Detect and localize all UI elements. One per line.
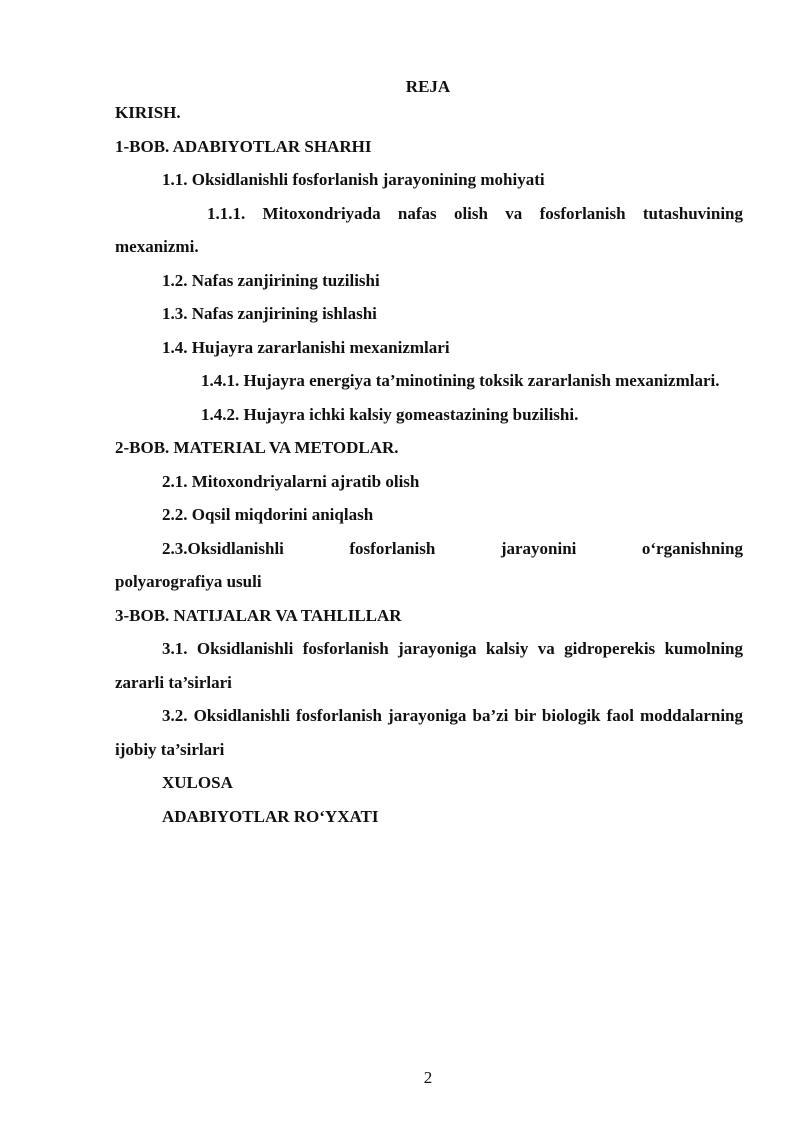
toc-item-3-1: 3.1. Oksidlanishli fosforlanish jarayoniga kalsiy va gidroperekis kumolning zararli ta’sirlari <box>115 639 743 692</box>
table-of-contents <box>115 96 743 833</box>
toc-chapter-1: 1-BOB. ADABIYOTLAR SHARHI <box>115 136 372 156</box>
toc-item-1-1-1: 1.1.1. Mitoxondriyada nafas olish va fosforlanish tutashuvining mexanizmi. <box>115 203 743 256</box>
toc-item-adabiyotlar: ADABIYOTLAR RO‘YXATI <box>162 806 379 826</box>
toc-item-1-2: 1.2. Nafas zanjirining tuzilishi <box>162 270 380 290</box>
toc-item-1-4-1: 1.4.1. Hujayra energiya ta’minotining toksik zararlanish mexanizmlari. <box>201 371 720 390</box>
toc-item-kirish: KIRISH. <box>115 103 181 122</box>
toc-item-2-3-line1 <box>115 532 743 566</box>
toc-item-3-2: 3.2. Oksidlanishli fosforlanish jarayoniga ba’zi bir biologik faol moddalarning ijobiy ta’sirlari <box>115 706 743 759</box>
toc-item-1-4-2: 1.4.2. Hujayra ichki kalsiy gomeastazining buzilishi. <box>201 404 579 424</box>
toc-chapter-3: 3-BOB. NATIJALAR VA TAHLILLAR <box>115 605 402 625</box>
toc-item-2-3-word: 2.3.Oksidlanishli <box>162 538 284 558</box>
toc-item-1-3: 1.3. Nafas zanjirining ishlashi <box>162 304 377 323</box>
toc-item-2-1: 2.1. Mitoxondriyalarni ajratib olish <box>162 471 420 491</box>
toc-item-2-3-line2: polyarografiya usuli <box>115 572 262 591</box>
toc-chapter-2: 2-BOB. MATERIAL VA METODLAR. <box>115 438 399 457</box>
toc-item-1-4: 1.4. Hujayra zararlanishi mexanizmlari <box>162 337 450 357</box>
toc-item-xulosa: XULOSA <box>162 773 233 792</box>
toc-item-2-2: 2.2. Oqsil miqdorini aniqlash <box>162 505 374 524</box>
toc-item-2-3-word: o‘rganishning <box>641 538 743 558</box>
page-title: REJA <box>405 77 451 96</box>
toc-item-1-4-1-wrapper <box>115 364 743 398</box>
toc-item-2-3-word: jarayonini <box>500 538 577 558</box>
page-number: 2 <box>423 1068 433 1087</box>
toc-item-1-1: 1.1. Oksidlanishli fosforlanish jarayonining mohiyati <box>162 170 545 189</box>
toc-item-2-3-word: fosforlanish <box>349 538 436 558</box>
